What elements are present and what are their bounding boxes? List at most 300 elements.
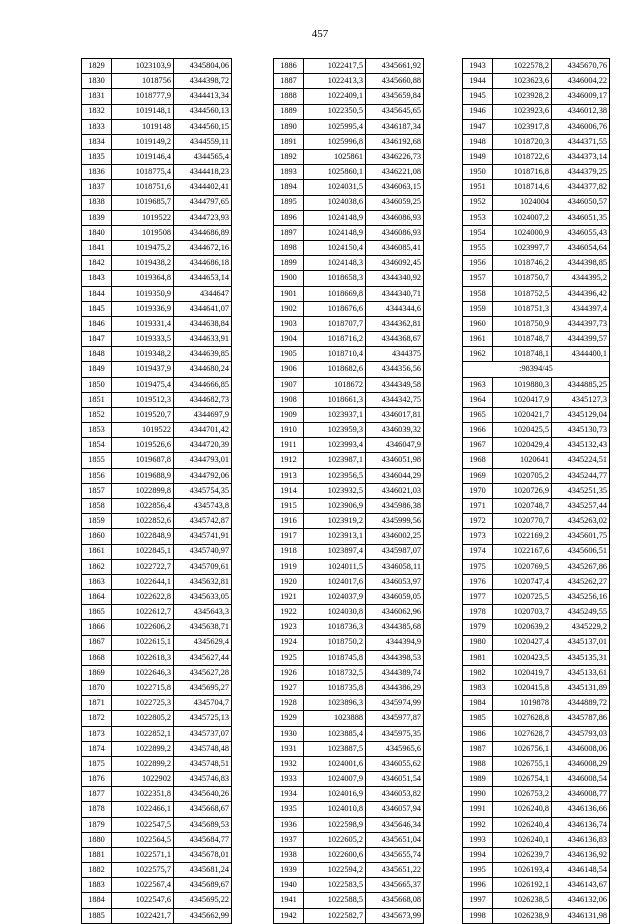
y-coordinate-cell: 4345668,67 [174, 802, 232, 817]
table-row [463, 908, 610, 923]
y-coordinate-cell: 4345633,05 [174, 590, 232, 605]
table-row [82, 711, 232, 726]
x-coordinate-cell: 1022852,6 [112, 514, 174, 529]
table-row [82, 908, 232, 923]
y-coordinate-cell: 4346047,9 [366, 438, 424, 453]
y-coordinate-cell: 4345670,76 [552, 59, 610, 74]
point-number-cell: 1846 [82, 316, 112, 331]
x-coordinate-cell: 1026239,7 [493, 847, 552, 862]
point-number-cell: 1876 [82, 772, 112, 787]
table-row [274, 544, 424, 559]
table-row [82, 832, 232, 847]
y-coordinate-cell: 4345229,2 [552, 620, 610, 635]
point-number-cell: 1990 [463, 787, 493, 802]
y-coordinate-cell: 4345662,99 [174, 908, 232, 923]
y-coordinate-cell: 4346053,97 [366, 574, 424, 589]
table-row [463, 119, 610, 134]
y-coordinate-cell: 4345695,22 [174, 893, 232, 908]
table-row [463, 453, 610, 468]
table-row [82, 59, 232, 74]
point-number-cell: 1951 [463, 180, 493, 195]
point-number-cell: 1954 [463, 225, 493, 240]
y-coordinate-cell: 4345627,44 [174, 650, 232, 665]
x-coordinate-cell: 1022845,1 [112, 544, 174, 559]
y-coordinate-cell: 4346136,83 [552, 832, 610, 847]
y-coordinate-cell: 4346058,11 [366, 559, 424, 574]
table-row [463, 817, 610, 832]
x-coordinate-cell: 1022564,5 [112, 832, 174, 847]
y-coordinate-cell: 4345251,35 [552, 483, 610, 498]
y-coordinate-cell: 4344560,15 [174, 119, 232, 134]
point-number-cell: 1967 [463, 438, 493, 453]
x-coordinate-cell: 1023896,3 [304, 696, 366, 711]
coordinates-table-left [81, 58, 232, 924]
point-number-cell: 1957 [463, 271, 493, 286]
table-row [274, 665, 424, 680]
table-row [274, 362, 424, 377]
x-coordinate-cell: 1023913,1 [304, 529, 366, 544]
table-row [82, 681, 232, 696]
table-row [463, 620, 610, 635]
x-coordinate-cell: 1025995,4 [304, 119, 366, 134]
x-coordinate-cell: 1023956,5 [304, 468, 366, 483]
x-coordinate-cell: 1023103,9 [112, 59, 174, 74]
table-row [463, 802, 610, 817]
y-coordinate-cell: 4346059,25 [366, 195, 424, 210]
y-coordinate-cell: 4346136,66 [552, 802, 610, 817]
point-number-cell: 1869 [82, 665, 112, 680]
point-number-cell: 1863 [82, 574, 112, 589]
y-coordinate-cell: 4345678,01 [174, 847, 232, 862]
x-coordinate-cell: 1026238,9 [493, 908, 552, 923]
table-row [274, 165, 424, 180]
x-coordinate-cell: 1019350,9 [112, 286, 174, 301]
x-coordinate-cell: 1020417,9 [493, 392, 552, 407]
x-coordinate-cell: 1022899,2 [112, 756, 174, 771]
point-number-cell: 1893 [274, 165, 304, 180]
point-number-cell: 1839 [82, 210, 112, 225]
x-coordinate-cell: 1024011,5 [304, 559, 366, 574]
point-number-cell: 1864 [82, 590, 112, 605]
y-coordinate-cell: 4345661,92 [366, 59, 424, 74]
x-coordinate-cell: 1020703,7 [493, 605, 552, 620]
point-number-cell: 1840 [82, 225, 112, 240]
table-row [274, 711, 424, 726]
point-number-cell: 1992 [463, 817, 493, 832]
x-coordinate-cell: 1022805,2 [112, 711, 174, 726]
y-coordinate-cell: 4344344,6 [366, 301, 424, 316]
table-row [82, 635, 232, 650]
x-coordinate-cell: 1020747,4 [493, 574, 552, 589]
x-coordinate-cell: 1022575,7 [112, 863, 174, 878]
point-number-cell: 1903 [274, 316, 304, 331]
table-row [82, 574, 232, 589]
x-coordinate-cell: 1019331,4 [112, 316, 174, 331]
point-number-cell: 1857 [82, 483, 112, 498]
point-number-cell: 1931 [274, 741, 304, 756]
point-number-cell: 1898 [274, 241, 304, 256]
y-coordinate-cell: 4346051,54 [366, 772, 424, 787]
table-row [274, 741, 424, 756]
point-number-cell: 1958 [463, 286, 493, 301]
table-row [274, 210, 424, 225]
x-coordinate-cell: 1020423,5 [493, 650, 552, 665]
point-number-cell: 1972 [463, 514, 493, 529]
x-coordinate-cell: 1022852,1 [112, 726, 174, 741]
point-number-cell: 1980 [463, 635, 493, 650]
point-number-cell: 1935 [274, 802, 304, 817]
point-number-cell: 1874 [82, 741, 112, 756]
x-coordinate-cell: 1019685,7 [112, 195, 174, 210]
x-coordinate-cell: 1024148,9 [304, 225, 366, 240]
table-row [82, 544, 232, 559]
point-number-cell: 1892 [274, 150, 304, 165]
x-coordinate-cell: 1026753,2 [493, 787, 552, 802]
point-number-cell: 1922 [274, 605, 304, 620]
y-coordinate-cell: 4344398,72 [174, 74, 232, 89]
y-coordinate-cell: 4346051,35 [552, 210, 610, 225]
x-coordinate-cell: 1018750,9 [493, 316, 552, 331]
y-coordinate-cell: 4344723,93 [174, 210, 232, 225]
table-row [274, 878, 424, 893]
x-coordinate-cell: 1026193,4 [493, 863, 552, 878]
point-number-cell: 1944 [463, 74, 493, 89]
y-coordinate-cell: 4346008,06 [552, 741, 610, 756]
y-coordinate-cell: 4345999,56 [366, 514, 424, 529]
table-row [274, 620, 424, 635]
table-row [274, 271, 424, 286]
x-coordinate-cell: 1024037,9 [304, 590, 366, 605]
x-coordinate-cell: 1019348,2 [112, 347, 174, 362]
x-coordinate-cell: 1020726,9 [493, 483, 552, 498]
point-number-cell: 1979 [463, 620, 493, 635]
y-coordinate-cell: 4344371,55 [552, 134, 610, 149]
y-coordinate-cell: 4344385,68 [366, 620, 424, 635]
x-coordinate-cell: 1019508 [112, 225, 174, 240]
point-number-cell: 1929 [274, 711, 304, 726]
y-coordinate-cell: 4346017,81 [366, 407, 424, 422]
table-row [274, 89, 424, 104]
x-coordinate-cell: 1022600,6 [304, 847, 366, 862]
y-coordinate-cell: 4344666,85 [174, 377, 232, 392]
point-number-cell: 1937 [274, 832, 304, 847]
x-coordinate-cell: 1026754,1 [493, 772, 552, 787]
point-number-cell: 1860 [82, 529, 112, 544]
table-row [463, 681, 610, 696]
point-number-cell: 1904 [274, 332, 304, 347]
x-coordinate-cell: 1018775,4 [112, 165, 174, 180]
point-number-cell: 1830 [82, 74, 112, 89]
table-row [463, 392, 610, 407]
table-row [82, 847, 232, 862]
x-coordinate-cell: 1022856,4 [112, 498, 174, 513]
point-number-cell: 1966 [463, 423, 493, 438]
x-coordinate-cell: 1018735,8 [304, 681, 366, 696]
table-row [274, 696, 424, 711]
x-coordinate-cell: 1022466,1 [112, 802, 174, 817]
point-number-cell: 1927 [274, 681, 304, 696]
point-number-cell: 1907 [274, 377, 304, 392]
table-row [274, 438, 424, 453]
point-number-cell: 1997 [463, 893, 493, 908]
x-coordinate-cell: 1022598,9 [304, 817, 366, 832]
x-coordinate-cell: 1022421,7 [112, 908, 174, 923]
x-coordinate-cell: 1019522 [112, 210, 174, 225]
point-number-cell: 1905 [274, 347, 304, 362]
table-row [82, 104, 232, 119]
point-number-cell: 1884 [82, 893, 112, 908]
x-coordinate-cell: 1020769,5 [493, 559, 552, 574]
point-number-cell: 1913 [274, 468, 304, 483]
y-coordinate-cell: 4345655,74 [366, 847, 424, 862]
y-coordinate-cell: 4346085,41 [366, 241, 424, 256]
x-coordinate-cell: 1022902 [112, 772, 174, 787]
point-number-cell: 1850 [82, 377, 112, 392]
y-coordinate-cell: 4345660,88 [366, 74, 424, 89]
x-coordinate-cell: 1018707,7 [304, 316, 366, 331]
y-coordinate-cell: 4344397,73 [552, 316, 610, 331]
table-row [82, 772, 232, 787]
table-row [82, 286, 232, 301]
x-coordinate-cell: 1024001,6 [304, 756, 366, 771]
x-coordinate-cell: 1020427,4 [493, 635, 552, 650]
table-row [82, 498, 232, 513]
y-coordinate-cell: 4344375 [366, 347, 424, 362]
x-coordinate-cell: 1020419,7 [493, 665, 552, 680]
table-row [463, 696, 610, 711]
point-number-cell: 1885 [82, 908, 112, 923]
y-coordinate-cell: 4346039,32 [366, 423, 424, 438]
x-coordinate-cell: 1025996,8 [304, 134, 366, 149]
point-number-cell: 1838 [82, 195, 112, 210]
x-coordinate-cell: 1018752,5 [493, 286, 552, 301]
point-number-cell: 1938 [274, 847, 304, 862]
table-row [463, 423, 610, 438]
point-number-cell: 1987 [463, 741, 493, 756]
x-coordinate-cell: 1020421,7 [493, 407, 552, 422]
y-coordinate-cell: 4344402,41 [174, 180, 232, 195]
point-number-cell: 1969 [463, 468, 493, 483]
x-coordinate-cell: 1019687,8 [112, 453, 174, 468]
point-number-cell: 1978 [463, 605, 493, 620]
x-coordinate-cell: 1019333,5 [112, 332, 174, 347]
x-coordinate-cell: 1024148,3 [304, 256, 366, 271]
x-coordinate-cell: 1019475,2 [112, 241, 174, 256]
x-coordinate-cell: 1019146,4 [112, 150, 174, 165]
table-row [274, 59, 424, 74]
table-row [463, 529, 610, 544]
point-number-cell: 1961 [463, 332, 493, 347]
point-number-cell: 1921 [274, 590, 304, 605]
y-coordinate-cell: 4344349,58 [366, 377, 424, 392]
x-coordinate-cell: 1022409,1 [304, 89, 366, 104]
table-row [82, 119, 232, 134]
point-number-cell: 1933 [274, 772, 304, 787]
table-row [274, 832, 424, 847]
table-row [463, 650, 610, 665]
point-number-cell: 1940 [274, 878, 304, 893]
point-number-cell: 1880 [82, 832, 112, 847]
table-row [82, 150, 232, 165]
table-row [463, 787, 610, 802]
y-coordinate-cell: 4346086,93 [366, 210, 424, 225]
point-number-cell: 1848 [82, 347, 112, 362]
point-number-cell: 1956 [463, 256, 493, 271]
point-number-cell: 1962 [463, 347, 493, 362]
point-number-cell: 1896 [274, 210, 304, 225]
y-coordinate-cell: 4345787,86 [552, 711, 610, 726]
y-coordinate-cell: 4346008,77 [552, 787, 610, 802]
x-coordinate-cell: 1027628,8 [493, 711, 552, 726]
table-row [463, 377, 610, 392]
y-coordinate-cell: 4346050,57 [552, 195, 610, 210]
page-number: 457 [311, 28, 329, 40]
y-coordinate-cell: 4346012,38 [552, 104, 610, 119]
table-row [82, 271, 232, 286]
table-row [274, 772, 424, 787]
point-number-cell: 1887 [274, 74, 304, 89]
point-number-cell: 1964 [463, 392, 493, 407]
point-number-cell: 1939 [274, 863, 304, 878]
y-coordinate-cell: 4345741,91 [174, 529, 232, 544]
point-number-cell: 1985 [463, 711, 493, 726]
y-coordinate-cell: 4345965,6 [366, 741, 424, 756]
y-coordinate-cell: 4345244,77 [552, 468, 610, 483]
y-coordinate-cell: 4345725,13 [174, 711, 232, 726]
x-coordinate-cell: 1022848,9 [112, 529, 174, 544]
x-coordinate-cell: 1024007,9 [304, 772, 366, 787]
table-row [463, 225, 610, 240]
table-row [274, 225, 424, 240]
x-coordinate-cell: 1024004 [493, 195, 552, 210]
point-number-cell: 1856 [82, 468, 112, 483]
y-coordinate-cell: 4344686,18 [174, 256, 232, 271]
y-coordinate-cell: 4345754,35 [174, 483, 232, 498]
y-coordinate-cell: 4346051,98 [366, 453, 424, 468]
point-number-cell: 1968 [463, 453, 493, 468]
point-number-cell: 1934 [274, 787, 304, 802]
table-row [274, 514, 424, 529]
point-number-cell: 1873 [82, 726, 112, 741]
point-number-cell: 1941 [274, 893, 304, 908]
table-row [274, 195, 424, 210]
y-coordinate-cell: 4346006,76 [552, 119, 610, 134]
x-coordinate-cell: 1026238,5 [493, 893, 552, 908]
y-coordinate-cell: 4345986,38 [366, 498, 424, 513]
y-coordinate-cell: 4345640,26 [174, 787, 232, 802]
table-row [274, 574, 424, 589]
point-number-cell: 1947 [463, 119, 493, 134]
y-coordinate-cell: 4344395,2 [552, 271, 610, 286]
x-coordinate-cell: 1024016,9 [304, 787, 366, 802]
point-number-cell: 1919 [274, 559, 304, 574]
table-row [82, 180, 232, 195]
point-number-cell: 1875 [82, 756, 112, 771]
point-number-cell: 1984 [463, 696, 493, 711]
y-coordinate-cell: 4344340,92 [366, 271, 424, 286]
point-number-cell: 1906 [274, 362, 304, 377]
x-coordinate-cell: 1026755,1 [493, 756, 552, 771]
y-coordinate-cell: 4346143,67 [552, 878, 610, 893]
point-number-cell: 1924 [274, 635, 304, 650]
y-coordinate-cell: 4344792,06 [174, 468, 232, 483]
table-row [463, 878, 610, 893]
x-coordinate-cell: 1022169,2 [493, 529, 552, 544]
y-coordinate-cell: 4344386,29 [366, 681, 424, 696]
y-coordinate-cell: 4345137,01 [552, 635, 610, 650]
y-coordinate-cell: 4345673,99 [366, 908, 424, 923]
x-coordinate-cell: 1018710,4 [304, 347, 366, 362]
table-row [274, 498, 424, 513]
table-row [274, 817, 424, 832]
x-coordinate-cell: 1022644,1 [112, 574, 174, 589]
table-row [82, 392, 232, 407]
y-coordinate-cell: 4344720,39 [174, 438, 232, 453]
point-number-cell: 1988 [463, 756, 493, 771]
point-number-cell: 1837 [82, 180, 112, 195]
table-row [274, 756, 424, 771]
point-number-cell: 1943 [463, 59, 493, 74]
table-row [82, 134, 232, 149]
table-row [82, 802, 232, 817]
x-coordinate-cell: 1024030,8 [304, 605, 366, 620]
table-row [274, 529, 424, 544]
table-row [82, 696, 232, 711]
point-number-cell: 1946 [463, 104, 493, 119]
x-coordinate-cell: 1022350,5 [304, 104, 366, 119]
table-row [274, 134, 424, 149]
y-coordinate-cell: 4344340,71 [366, 286, 424, 301]
table-row [463, 832, 610, 847]
x-coordinate-cell: 1022612,7 [112, 605, 174, 620]
x-coordinate-cell: 1018745,8 [304, 650, 366, 665]
point-number-cell: 1963 [463, 377, 493, 392]
point-number-cell: 1877 [82, 787, 112, 802]
y-coordinate-cell: 4345135,31 [552, 650, 610, 665]
y-coordinate-cell: 4344398,53 [366, 650, 424, 665]
table-row [82, 301, 232, 316]
x-coordinate-cell: 1018682,6 [304, 362, 366, 377]
table-row [463, 407, 610, 422]
table-row [82, 210, 232, 225]
y-coordinate-cell: 4345684,77 [174, 832, 232, 847]
point-number-cell: 1977 [463, 590, 493, 605]
x-coordinate-cell: 1026192,1 [493, 878, 552, 893]
x-coordinate-cell: 1022417,5 [304, 59, 366, 74]
point-number-cell: 1859 [82, 514, 112, 529]
x-coordinate-cell: 1018658,3 [304, 271, 366, 286]
parcel-label-row [463, 362, 610, 377]
y-coordinate-cell: 4345748,51 [174, 756, 232, 771]
y-coordinate-cell: 4346092,45 [366, 256, 424, 271]
y-coordinate-cell: 4346063,15 [366, 180, 424, 195]
table-row [463, 89, 610, 104]
x-coordinate-cell: 1022646,3 [112, 665, 174, 680]
point-number-cell: 1849 [82, 362, 112, 377]
table-row [463, 256, 610, 271]
x-coordinate-cell: 1018748,7 [493, 332, 552, 347]
table-row [82, 863, 232, 878]
y-coordinate-cell: 4344653,14 [174, 271, 232, 286]
y-coordinate-cell: 4344701,42 [174, 423, 232, 438]
point-number-cell: 1960 [463, 316, 493, 331]
table-row [274, 332, 424, 347]
y-coordinate-cell: 4345651,04 [366, 832, 424, 847]
table-row [274, 590, 424, 605]
y-coordinate-cell: 4345746,83 [174, 772, 232, 787]
table-row [463, 271, 610, 286]
x-coordinate-cell: 1018746,2 [493, 256, 552, 271]
